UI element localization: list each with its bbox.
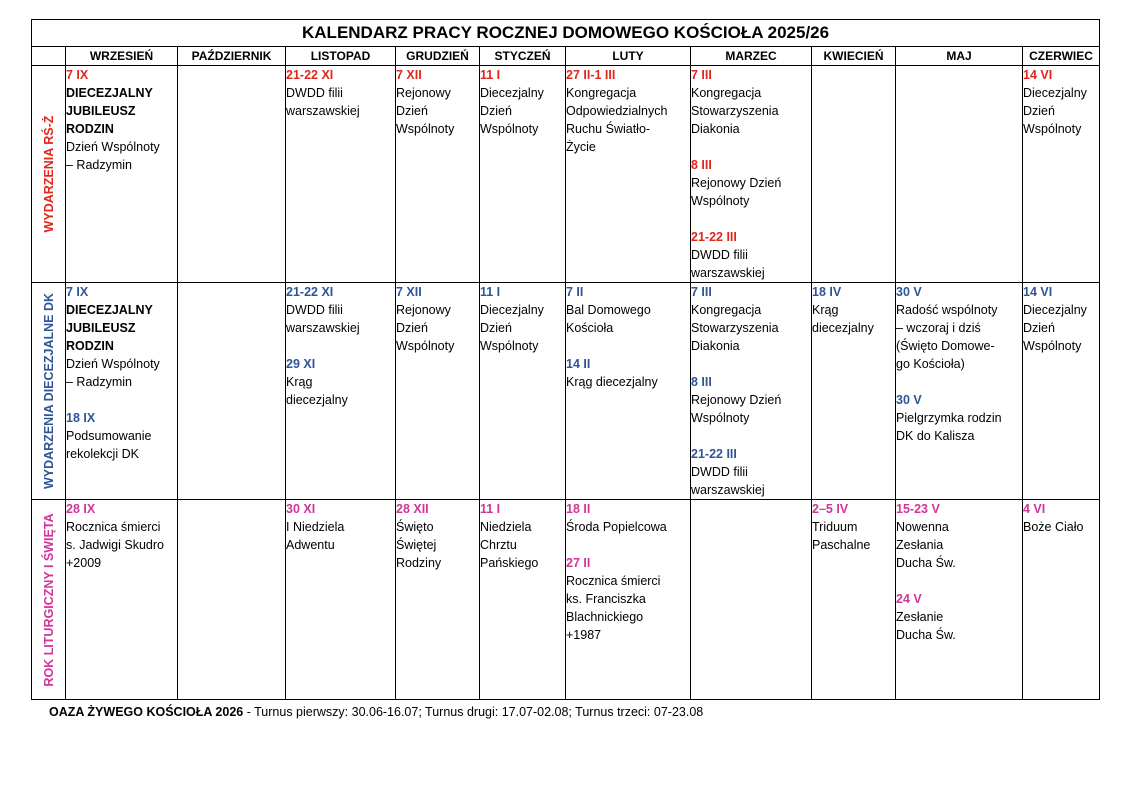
event-text: Blachnickiego bbox=[566, 610, 644, 624]
calendar-cell bbox=[66, 500, 178, 700]
event-text: Dzień bbox=[396, 104, 428, 118]
event-text: Dzień bbox=[480, 321, 512, 335]
event-text: Krąg bbox=[812, 303, 839, 317]
event bbox=[286, 283, 395, 337]
calendar-cell bbox=[66, 66, 178, 283]
event-date: 21-22 XI bbox=[286, 68, 334, 82]
event-text: Świętej bbox=[396, 538, 437, 552]
event bbox=[286, 66, 395, 120]
event-text: warszawskiej bbox=[691, 483, 765, 497]
event-text: Rejonowy Dzień bbox=[691, 393, 782, 407]
footer-title: OAZA ŻYWEGO KOŚCIOŁA 2026 bbox=[49, 705, 244, 719]
event-text: Diecezjalny bbox=[1023, 303, 1087, 317]
event-text: Kongregacja bbox=[566, 86, 637, 100]
event bbox=[396, 66, 479, 138]
event-date: 28 XII bbox=[396, 502, 429, 516]
calendar-cell bbox=[1023, 500, 1100, 700]
month-header: KWIECIEŃ bbox=[812, 47, 896, 66]
row-label: ROK LITURGICZNY I ŚWIĘTA bbox=[41, 512, 56, 687]
calendar-cell bbox=[812, 66, 896, 283]
event-text: Diecezjalny bbox=[1023, 86, 1087, 100]
event-date: 14 II bbox=[566, 357, 591, 371]
event-text: Kongregacja bbox=[691, 303, 762, 317]
month-header: WRZESIEŃ bbox=[66, 47, 178, 66]
calendar-cell bbox=[480, 500, 566, 700]
calendar-cell bbox=[896, 283, 1023, 500]
event-date: 7 XII bbox=[396, 68, 422, 82]
calendar-cell bbox=[566, 66, 691, 283]
event-date: 2–5 IV bbox=[812, 502, 849, 516]
month-header: CZERWIEC bbox=[1023, 47, 1100, 66]
row-label-cell bbox=[32, 500, 66, 700]
calendar-cell bbox=[896, 66, 1023, 283]
event-text: (Święto Domowe- bbox=[896, 339, 995, 353]
event-date: 11 I bbox=[480, 502, 501, 516]
month-header: MARZEC bbox=[691, 47, 812, 66]
event bbox=[896, 500, 1022, 572]
event-text: DIECEZJALNY bbox=[66, 303, 153, 317]
event bbox=[1023, 283, 1099, 355]
event-text: – wczoraj i dziś bbox=[896, 321, 981, 335]
event bbox=[286, 500, 395, 554]
event-text: Chrztu bbox=[480, 538, 517, 552]
event-text: Niedziela bbox=[480, 520, 532, 534]
event-text: RODZIN bbox=[66, 122, 114, 136]
event-date: 30 V bbox=[896, 285, 922, 299]
event-text: Zesłanie bbox=[896, 610, 944, 624]
event-text: Ruchu Światło- bbox=[566, 122, 651, 136]
event bbox=[1023, 500, 1099, 536]
event-date: 8 III bbox=[691, 375, 712, 389]
row-label: WYDARZENIA RŚ-Ż bbox=[41, 115, 56, 233]
calendar-cell bbox=[812, 500, 896, 700]
event-text: Życie bbox=[566, 140, 596, 154]
corner-cell bbox=[32, 47, 66, 66]
event-date: 21-22 III bbox=[691, 230, 737, 244]
calendar-cell bbox=[566, 500, 691, 700]
event bbox=[896, 283, 1022, 373]
event-date: 15-23 V bbox=[896, 502, 940, 516]
event-date: 7 III bbox=[691, 68, 712, 82]
event-text: warszawskiej bbox=[286, 321, 360, 335]
event bbox=[691, 373, 811, 427]
event bbox=[66, 66, 177, 174]
event bbox=[566, 554, 690, 644]
event-text: +2009 bbox=[66, 556, 102, 570]
event-date: 7 II bbox=[566, 285, 584, 299]
event bbox=[66, 500, 177, 572]
event-text: Dzień bbox=[396, 321, 428, 335]
event-text: I Niedziela bbox=[286, 520, 345, 534]
calendar-cell bbox=[1023, 283, 1100, 500]
event-text: Dzień bbox=[1023, 104, 1055, 118]
event bbox=[691, 283, 811, 355]
event-date: 28 IX bbox=[66, 502, 96, 516]
event-text: warszawskiej bbox=[691, 266, 765, 280]
event-text: Diakonia bbox=[691, 339, 740, 353]
event-date: 24 V bbox=[896, 592, 922, 606]
calendar-cell bbox=[566, 283, 691, 500]
event-text: Podsumowanie bbox=[66, 429, 152, 443]
event bbox=[566, 355, 690, 391]
row-label-cell bbox=[32, 283, 66, 500]
event-text: Kongregacja bbox=[691, 86, 762, 100]
event bbox=[896, 590, 1022, 644]
month-header: GRUDZIEŃ bbox=[396, 47, 480, 66]
event bbox=[66, 283, 177, 391]
event-text: – Radzymin bbox=[66, 375, 132, 389]
event-text: go Kościoła) bbox=[896, 357, 965, 371]
event-text: Wspólnoty bbox=[480, 122, 539, 136]
event-date: 18 IX bbox=[66, 411, 96, 425]
event-date: 11 I bbox=[480, 68, 501, 82]
event-date: 7 IX bbox=[66, 285, 89, 299]
event-text: Triduum bbox=[812, 520, 858, 534]
event-date: 27 II bbox=[566, 556, 591, 570]
event-text: Adwentu bbox=[286, 538, 335, 552]
event-text: Diecezjalny bbox=[480, 86, 544, 100]
calendar-cell bbox=[286, 66, 396, 283]
calendar-cell bbox=[812, 283, 896, 500]
event bbox=[396, 500, 479, 572]
row-label: WYDARZENIA DIECEZJALNE DK bbox=[41, 292, 56, 490]
event-text: Wspólnoty bbox=[1023, 122, 1082, 136]
event-text: Ducha Św. bbox=[896, 556, 956, 570]
event-text: Radość wspólnoty bbox=[896, 303, 998, 317]
calendar-table bbox=[31, 19, 1100, 700]
event-text: Święto bbox=[396, 520, 434, 534]
event-text: Stowarzyszenia bbox=[691, 321, 779, 335]
calendar-cell bbox=[480, 66, 566, 283]
event-text: Pańskiego bbox=[480, 556, 539, 570]
event bbox=[66, 409, 177, 463]
event bbox=[286, 355, 395, 409]
month-header: MAJ bbox=[896, 47, 1023, 66]
event bbox=[691, 156, 811, 210]
footer-note bbox=[49, 705, 703, 719]
event-text: Kościoła bbox=[566, 321, 614, 335]
event-date: 14 VI bbox=[1023, 68, 1053, 82]
event bbox=[566, 283, 690, 337]
event-text: Diakonia bbox=[691, 122, 740, 136]
event bbox=[1023, 66, 1099, 138]
event bbox=[812, 283, 895, 337]
calendar-cell bbox=[178, 66, 286, 283]
event-text: JUBILEUSZ bbox=[66, 321, 136, 335]
event-date: 27 II-1 III bbox=[566, 68, 616, 82]
calendar-cell bbox=[66, 283, 178, 500]
event-text: diecezjalny bbox=[812, 321, 874, 335]
page-title: KALENDARZ PRACY ROCZNEJ DOMOWEGO KOŚCIOŁA 2025/26 bbox=[32, 20, 1100, 47]
calendar-cell bbox=[396, 500, 480, 700]
event bbox=[896, 391, 1022, 445]
event-date: 8 III bbox=[691, 158, 712, 172]
event bbox=[566, 66, 690, 156]
event-text: Pielgrzymka rodzin bbox=[896, 411, 1002, 425]
month-header-row bbox=[32, 47, 1100, 66]
event-text: Rejonowy bbox=[396, 86, 451, 100]
event-date: 14 VI bbox=[1023, 285, 1053, 299]
event-date: 29 XI bbox=[286, 357, 316, 371]
event bbox=[480, 283, 565, 355]
event bbox=[691, 445, 811, 499]
calendar-cell bbox=[286, 283, 396, 500]
event-text: Rocznica śmierci bbox=[566, 574, 661, 588]
event-text: Rodziny bbox=[396, 556, 442, 570]
event-text: JUBILEUSZ bbox=[66, 104, 136, 118]
event bbox=[480, 500, 565, 572]
event bbox=[812, 500, 895, 554]
event-text: Krąg diecezjalny bbox=[566, 375, 658, 389]
event-text: Rejonowy bbox=[396, 303, 451, 317]
event-text: Dzień bbox=[1023, 321, 1055, 335]
event-date: 30 XI bbox=[286, 502, 316, 516]
event-text: Wspólnoty bbox=[480, 339, 539, 353]
event-text: rekolekcji DK bbox=[66, 447, 139, 461]
event-text: Boże Ciało bbox=[1023, 520, 1084, 534]
event-text: Zesłania bbox=[896, 538, 944, 552]
event bbox=[691, 66, 811, 138]
event-text: Stowarzyszenia bbox=[691, 104, 779, 118]
calendar-cell bbox=[691, 500, 812, 700]
calendar-row bbox=[32, 500, 1100, 700]
row-label-cell bbox=[32, 66, 66, 283]
event-text: Nowenna bbox=[896, 520, 949, 534]
event-text: – Radzymin bbox=[66, 158, 132, 172]
event-text: Wspólnoty bbox=[691, 411, 750, 425]
event-text: Rocznica śmierci bbox=[66, 520, 161, 534]
event-text: DWDD filii bbox=[286, 303, 343, 317]
event-text: Ducha Św. bbox=[896, 628, 956, 642]
event-text: Rejonowy Dzień bbox=[691, 176, 782, 190]
calendar-cell bbox=[691, 66, 812, 283]
event-text: Wspólnoty bbox=[396, 339, 455, 353]
event bbox=[480, 66, 565, 138]
calendar-cell bbox=[286, 500, 396, 700]
event-text: Odpowiedzialnych bbox=[566, 104, 668, 118]
month-header: STYCZEŃ bbox=[480, 47, 566, 66]
event-text: DWDD filii bbox=[691, 248, 748, 262]
month-header: LUTY bbox=[566, 47, 691, 66]
event bbox=[566, 500, 690, 536]
event-text: +1987 bbox=[566, 628, 602, 642]
event-date: 4 VI bbox=[1023, 502, 1046, 516]
event-text: DK do Kalisza bbox=[896, 429, 975, 443]
event-text: Paschalne bbox=[812, 538, 871, 552]
event-text: DIECEZJALNY bbox=[66, 86, 153, 100]
event-date: 11 I bbox=[480, 285, 501, 299]
event-text: Wspólnoty bbox=[1023, 339, 1082, 353]
event-text: ks. Franciszka bbox=[566, 592, 646, 606]
calendar-cell bbox=[178, 500, 286, 700]
event-text: DWDD filii bbox=[691, 465, 748, 479]
month-header: LISTOPAD bbox=[286, 47, 396, 66]
calendar-cell bbox=[691, 283, 812, 500]
event-text: s. Jadwigi Skudro bbox=[66, 538, 164, 552]
calendar-row bbox=[32, 283, 1100, 500]
event-date: 7 III bbox=[691, 285, 712, 299]
event-text: Wspólnoty bbox=[396, 122, 455, 136]
event-text: Wspólnoty bbox=[691, 194, 750, 208]
event-text: Środa Popielcowa bbox=[566, 520, 667, 534]
event-text: DWDD filii bbox=[286, 86, 343, 100]
event bbox=[691, 228, 811, 282]
event-date: 21-22 XI bbox=[286, 285, 334, 299]
event-date: 18 IV bbox=[812, 285, 842, 299]
event-text: Dzień Wspólnoty bbox=[66, 140, 160, 154]
calendar-cell bbox=[480, 283, 566, 500]
calendar-cell bbox=[396, 283, 480, 500]
month-header: PAŹDZIERNIK bbox=[178, 47, 286, 66]
calendar-row bbox=[32, 66, 1100, 283]
event-text: Dzień Wspólnoty bbox=[66, 357, 160, 371]
calendar-cell bbox=[1023, 66, 1100, 283]
event-text: Diecezjalny bbox=[480, 303, 544, 317]
event-text: Dzień bbox=[480, 104, 512, 118]
event-date: 21-22 III bbox=[691, 447, 737, 461]
event-text: Bal Domowego bbox=[566, 303, 651, 317]
event-text: Krąg bbox=[286, 375, 313, 389]
calendar-cell bbox=[396, 66, 480, 283]
event-date: 7 IX bbox=[66, 68, 89, 82]
calendar-cell bbox=[896, 500, 1023, 700]
event-date: 30 V bbox=[896, 393, 922, 407]
event-date: 18 II bbox=[566, 502, 591, 516]
event-text: diecezjalny bbox=[286, 393, 348, 407]
event-text: warszawskiej bbox=[286, 104, 360, 118]
event bbox=[396, 283, 479, 355]
event-text: RODZIN bbox=[66, 339, 114, 353]
footer-turnus: - Turnus pierwszy: 30.06-16.07; Turnus drugi: 17.07-02.08; Turnus trzeci: 07-23.08 bbox=[243, 705, 704, 719]
calendar-cell bbox=[178, 283, 286, 500]
event-date: 7 XII bbox=[396, 285, 422, 299]
